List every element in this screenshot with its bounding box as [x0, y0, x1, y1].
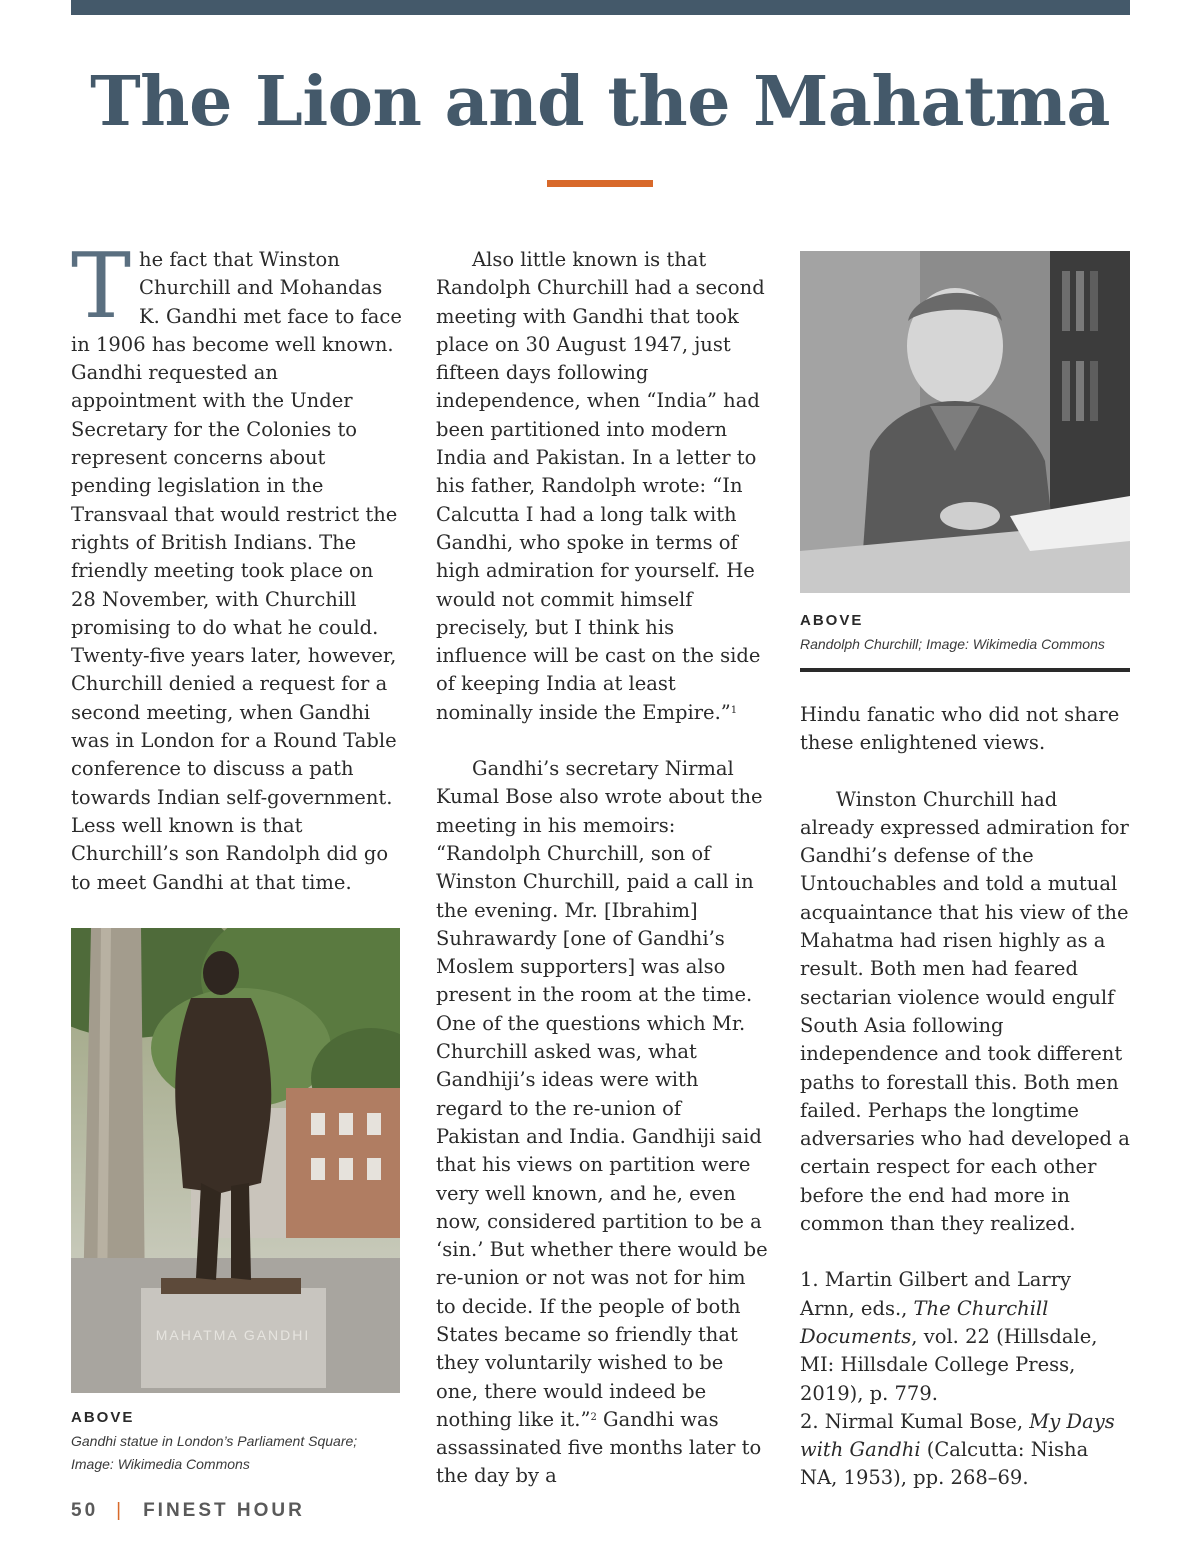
randolph-caption: Randolph Churchill; Image: Wikimedia Commons — [800, 636, 1105, 652]
title-underline — [547, 180, 653, 187]
drop-cap: T — [71, 234, 132, 339]
gandhi-statue-image — [71, 928, 400, 1393]
gandhi-statue-photo — [71, 928, 400, 1393]
column-3-paragraph-2: Winston Churchill had already expressed admiration for Gandhi’s defense of the Untouchables and told a mutual acquaintance that his view of the Mahatma had risen highly as a result. Both men had feared sectarian violence would engulf South Asia following independence and took different paths to forestall this. Both men failed. Perhaps the longtime adversaries who had developed a certain respect for each other before the end had more in common than they realized. — [800, 787, 1130, 1236]
footnote-2: 2. Nirmal Kumal Bose, My Days with Gandhi (Calcutta: Nisha NA, 1953), pp. 268–69. — [800, 1409, 1115, 1490]
randolph-churchill-photo — [800, 251, 1130, 593]
footnote-marker-2: 2 — [590, 1411, 597, 1423]
magazine-name: FINEST HOUR — [143, 1500, 305, 1521]
column-2 — [436, 246, 770, 1491]
statue-caption: Gandhi statue in London’s Parliament Square; Image: Wikimedia Commons — [71, 1433, 358, 1472]
footnote-1: 1. Martin Gilbert and Larry Arnn, eds., The Churchill Documents, vol. 22 (Hillsdale, MI: Hillsdale College Press, 2019), p. 779. — [800, 1268, 1098, 1405]
randolph-churchill-image — [800, 251, 1130, 593]
column-2-paragraph-1: Also little known is that Randolph Churchill had a second meeting with Gandhi that took place on 30 August 1947, just fifteen days following independence, when “India” had been partitioned into modern India and Pakistan. In a letter to his father, Randolph wrote: “In Calcutta I had a long talk with Gandhi, who spoke in terms of high admiration for yourself. He would not commit himself precisely, but I think his influence will be cast on the side of keeping India at least nominally inside the Empire.”$^1$ — [436, 248, 765, 724]
statue-caption-label: ABOVE — [71, 1409, 135, 1426]
caption-divider — [800, 668, 1130, 672]
column-3 — [800, 701, 1130, 1493]
randolph-caption-label: ABOVE — [800, 612, 864, 629]
page-number: 50 — [71, 1500, 99, 1521]
column-3-paragraph-1: Hindu fanatic who did not share these enlightened views. — [800, 703, 1120, 755]
page-title: The Lion and the Mahatma — [90, 62, 1110, 142]
column-1-paragraph — [71, 234, 403, 897]
column-1 — [71, 234, 403, 897]
top-bar — [71, 0, 1130, 15]
footer-separator: | — [116, 1500, 122, 1521]
footnote-marker-1: 1 — [730, 704, 738, 716]
page-footer — [71, 1500, 305, 1522]
column-1-text: he fact that Winston Churchill and Mohandas K. Gandhi met face to face in 1906 has become well known. Gandhi requested an appointment with the Under Secretary for the Colonies to represent concerns about pending legislation in the Transvaal that would restrict the rights of British Indians. The friendly meeting took place on 28 November, with Churchill promising to do what he could. Twenty-five years later, however, Churchill denied a request for a second meeting, when Gandhi was in London for a Round Table conference to discuss a path towards Indian self-government. Less well known is that Churchill’s son Randolph did go to meet Gandhi at that time. — [71, 248, 402, 894]
plinth-inscription: MAHATMA GANDHI — [155, 1327, 311, 1343]
column-2-paragraph-2: Gandhi’s secretary Nirmal Kumal Bose also wrote about the meeting in his memoirs: “Randolph Churchill, son of Winston Churchill, paid a call in the evening. Mr. [Ibrahim] Suhrawardy [one of Gandhi’s Moslem supporters] was also present in the room at the time. One of the questions which Mr. Churchill asked was, what Gandhiji’s ideas were with regard to the re-union of Pakistan and India. Gandhiji said that his views on partition were very well known, and he, even now, considered partition to be a ‘sin.’ But whether there would be re-union or not was not for him to decide. If the people of both States became so friendly that they voluntarily wished to be one, there would indeed be nothing like it.”$^2$ Gandhi was assassinated five months later to the day by a — [436, 757, 768, 1488]
